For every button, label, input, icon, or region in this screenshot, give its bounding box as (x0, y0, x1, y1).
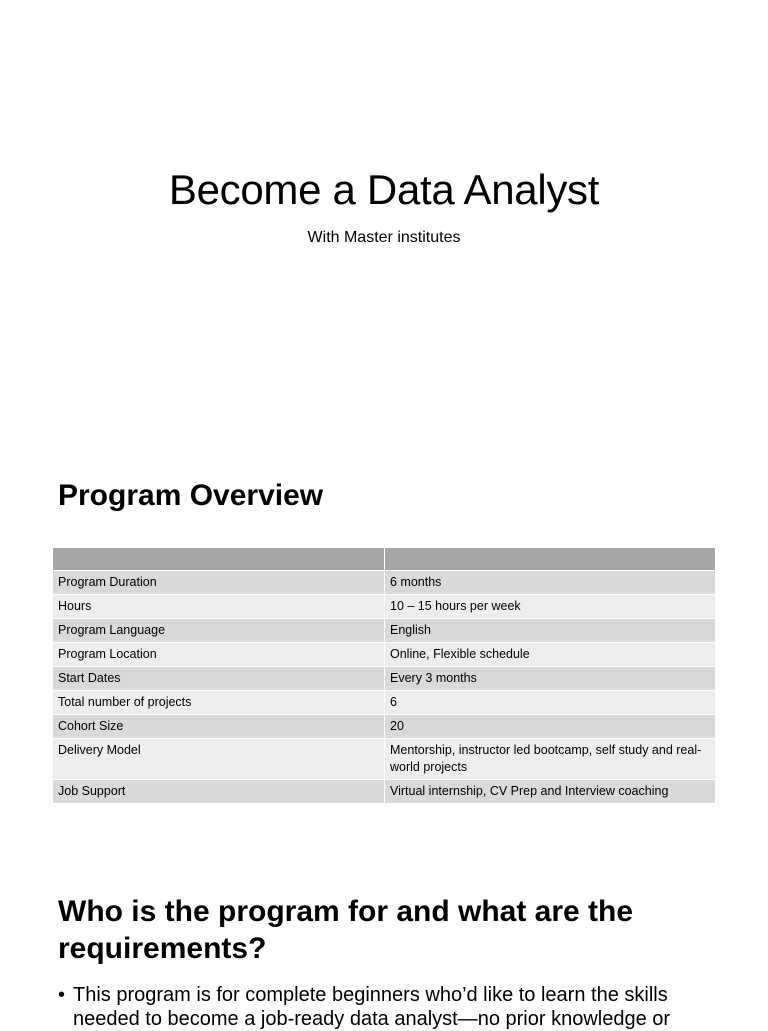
table-row (53, 715, 715, 739)
row-value: 6 (385, 691, 716, 715)
row-label: Hours (53, 595, 385, 619)
requirements-heading: Who is the program for and what are the requirements? (58, 895, 634, 965)
table-header-cell (53, 548, 385, 571)
slide-subtitle: With Master institutes (307, 229, 461, 246)
table-row (53, 691, 715, 715)
bullet-icon: • (58, 984, 66, 1006)
row-value: English (385, 619, 716, 643)
slide-title: Become a Data Analyst (168, 166, 600, 213)
row-label: Program Duration (53, 571, 385, 595)
row-value: Online, Flexible schedule (385, 643, 716, 667)
list-item-text: This program is for complete beginners who’d like to learn the skills needed to become a job-ready data analyst—no prior knowledge or (73, 984, 671, 1030)
table-row (53, 619, 715, 643)
row-label: Program Language (53, 619, 385, 643)
program-overview-table (53, 548, 715, 803)
row-value: Mentorship, instructor led bootcamp, self study and real-world projects (385, 739, 716, 780)
table-row (53, 571, 715, 595)
row-value: 20 (385, 715, 716, 739)
row-label: Program Location (53, 643, 385, 667)
table-header-row (53, 548, 715, 571)
table-row (53, 780, 715, 804)
table-row (53, 667, 715, 691)
program-overview-heading: Program Overview (58, 479, 324, 512)
table-row (53, 643, 715, 667)
table-row (53, 595, 715, 619)
row-label: Job Support (53, 780, 385, 804)
row-value: 6 months (385, 571, 716, 595)
row-value: Every 3 months (385, 667, 716, 691)
row-label: Total number of projects (53, 691, 385, 715)
row-label: Cohort Size (53, 715, 385, 739)
row-value: 10 – 15 hours per week (385, 595, 716, 619)
row-value: Virtual internship, CV Prep and Interview coaching (385, 780, 716, 804)
table-row (53, 739, 715, 780)
row-label: Start Dates (53, 667, 385, 691)
row-label: Delivery Model (53, 739, 385, 780)
table-header-cell (385, 548, 716, 571)
